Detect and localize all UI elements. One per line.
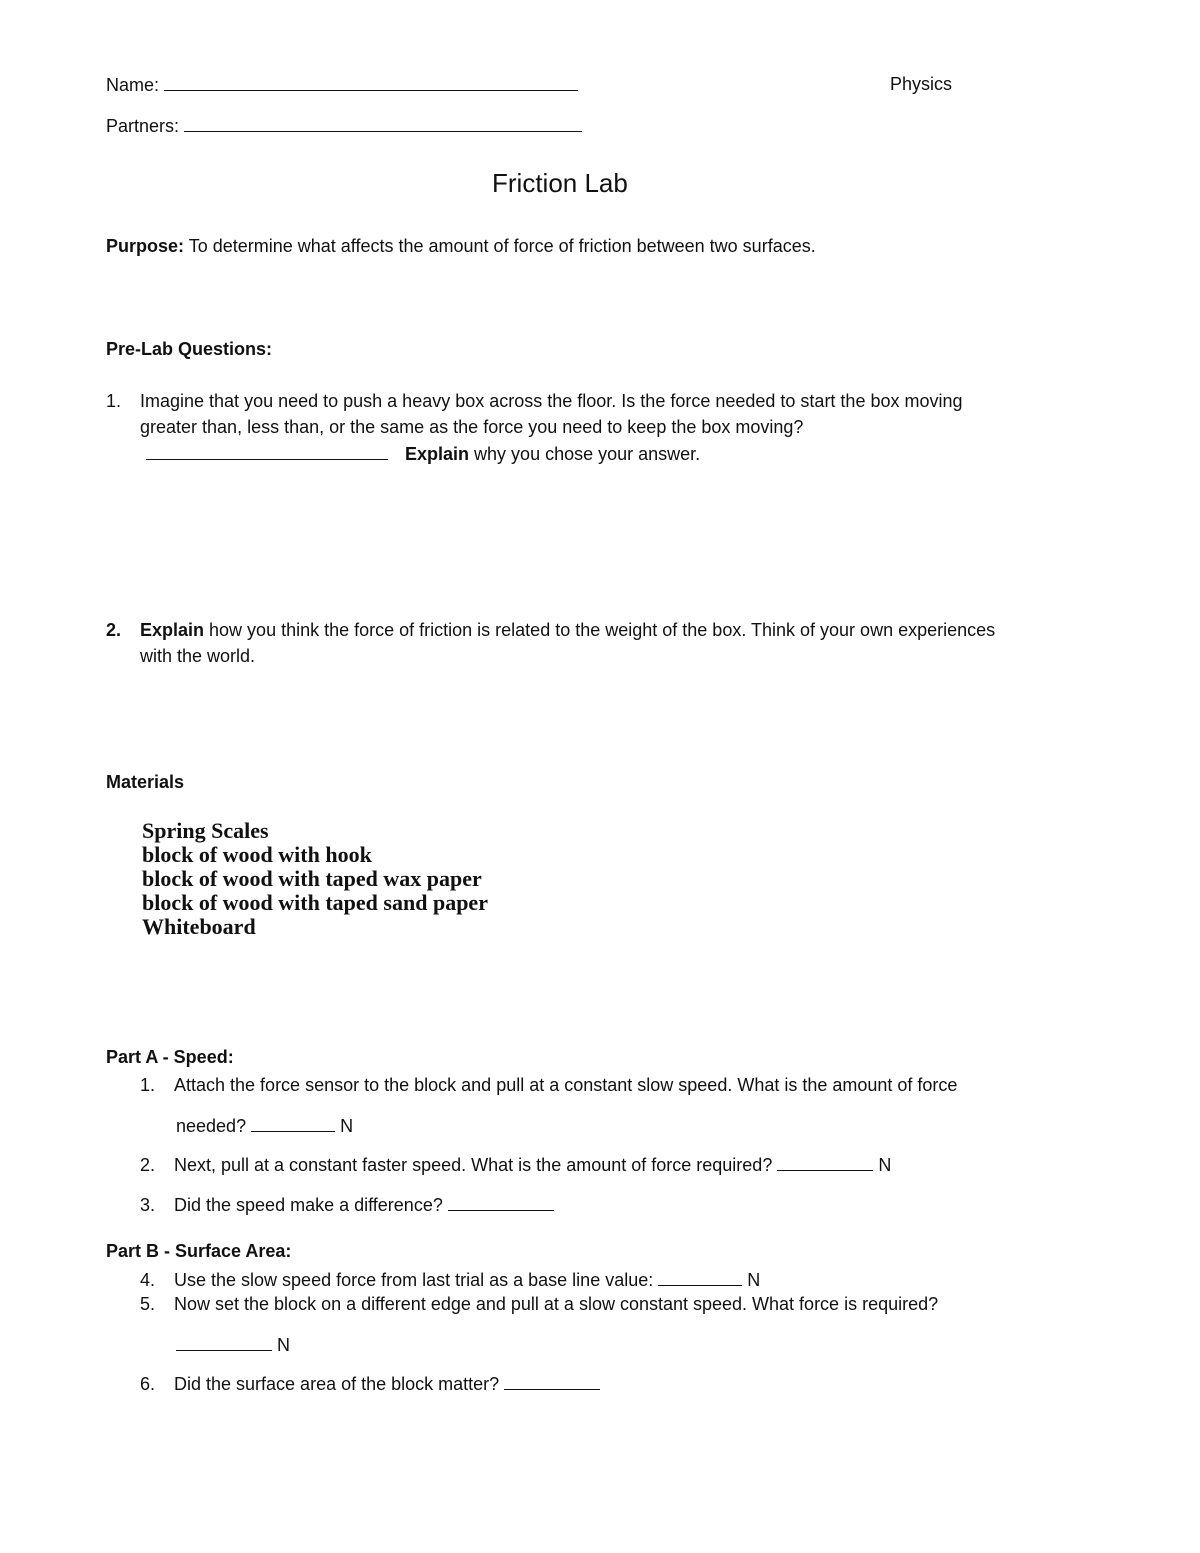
step1-unit: N — [340, 1116, 354, 1136]
purpose-colon: : — [178, 236, 185, 256]
partB-step6 — [140, 1373, 600, 1395]
step2-answer-field[interactable] — [777, 1154, 873, 1171]
purpose-line — [106, 236, 816, 257]
step5-number: 5. — [140, 1294, 156, 1314]
purpose-label: Purpose — [106, 236, 179, 256]
partA-step1-line2 — [176, 1115, 353, 1137]
partB-step5-line1 — [140, 1294, 938, 1315]
step1-text-line1: Attach the force sensor to the block and pull at a constant slow speed. What is the amount of force — [174, 1075, 958, 1095]
step6-answer-field[interactable] — [504, 1373, 600, 1390]
step6-text: Did the surface area of the block matter? — [174, 1374, 500, 1394]
q1-explain-rest: why you chose your answer. — [469, 444, 701, 464]
partners-row — [106, 115, 582, 137]
partB-step4 — [140, 1269, 760, 1291]
materials-item: block of wood with taped wax paper — [142, 866, 482, 891]
step6-number: 6. — [140, 1374, 156, 1394]
name-row — [106, 74, 578, 96]
partB-heading: Part B - Surface Area: — [106, 1241, 292, 1261]
materials-item: Whiteboard — [142, 914, 256, 939]
materials-heading: Materials — [106, 772, 185, 792]
q2-text-line1: how you think the force of friction is related to the weight of the box. Think of your own experiences — [204, 620, 996, 640]
step2-number: 2. — [140, 1155, 156, 1175]
q2-number: 2. — [106, 620, 122, 640]
step5-unit: N — [277, 1335, 291, 1355]
step2-unit: N — [878, 1155, 892, 1175]
partA-step3 — [140, 1194, 554, 1216]
prelab-q1-line1 — [106, 391, 963, 412]
step3-text: Did the speed make a difference? — [174, 1195, 443, 1215]
q2-text-line2: with the world. — [140, 646, 256, 666]
partA-step2 — [140, 1154, 891, 1176]
q1-explain-bold: Explain — [405, 444, 470, 464]
step5-answer-field[interactable] — [176, 1334, 272, 1351]
subject-label: Physics — [890, 74, 953, 94]
step2-text: Next, pull at a constant faster speed. What is the amount of force required? — [174, 1155, 773, 1175]
q1-answer-field[interactable] — [146, 443, 388, 460]
step5-text: Now set the block on a different edge and pull at a slow constant speed. What force is required? — [174, 1294, 939, 1314]
prelab-q2-line1 — [106, 620, 995, 641]
step4-answer-field[interactable] — [658, 1269, 742, 1286]
q1-text-line1: Imagine that you need to push a heavy box across the floor. Is the force needed to start the box moving — [140, 391, 963, 411]
step4-unit: N — [747, 1270, 761, 1290]
partA-heading: Part A - Speed: — [106, 1047, 234, 1067]
step1-answer-field[interactable] — [251, 1115, 335, 1132]
step1-number: 1. — [140, 1075, 156, 1095]
materials-item: block of wood with taped sand paper — [142, 890, 488, 915]
partB-step5-line2 — [176, 1334, 290, 1356]
q2-explain-bold: Explain — [140, 620, 205, 640]
step1-text-line2: needed? — [176, 1116, 247, 1136]
partners-field[interactable] — [184, 115, 582, 132]
purpose-text: To determine what affects the amount of force of friction between two surfaces. — [188, 236, 816, 256]
materials-item: block of wood with hook — [142, 842, 372, 867]
materials-item: Spring Scales — [142, 818, 269, 843]
step4-text: Use the slow speed force from last trial as a base line value: — [174, 1270, 654, 1290]
partA-step1-line1 — [140, 1075, 957, 1096]
q1-number: 1. — [106, 391, 122, 411]
q1-answer-line — [146, 443, 700, 465]
step3-number: 3. — [140, 1195, 156, 1215]
step4-number: 4. — [140, 1270, 156, 1290]
partners-label: Partners: — [106, 116, 180, 136]
name-field[interactable] — [164, 74, 578, 91]
name-label: Name: — [106, 75, 160, 95]
materials-list — [142, 819, 488, 939]
page-title: Friction Lab — [492, 168, 628, 198]
q1-text-line2: greater than, less than, or the same as the force you need to keep the box moving? — [140, 417, 804, 437]
step3-answer-field[interactable] — [448, 1194, 554, 1211]
prelab-heading: Pre-Lab Questions: — [106, 339, 273, 359]
